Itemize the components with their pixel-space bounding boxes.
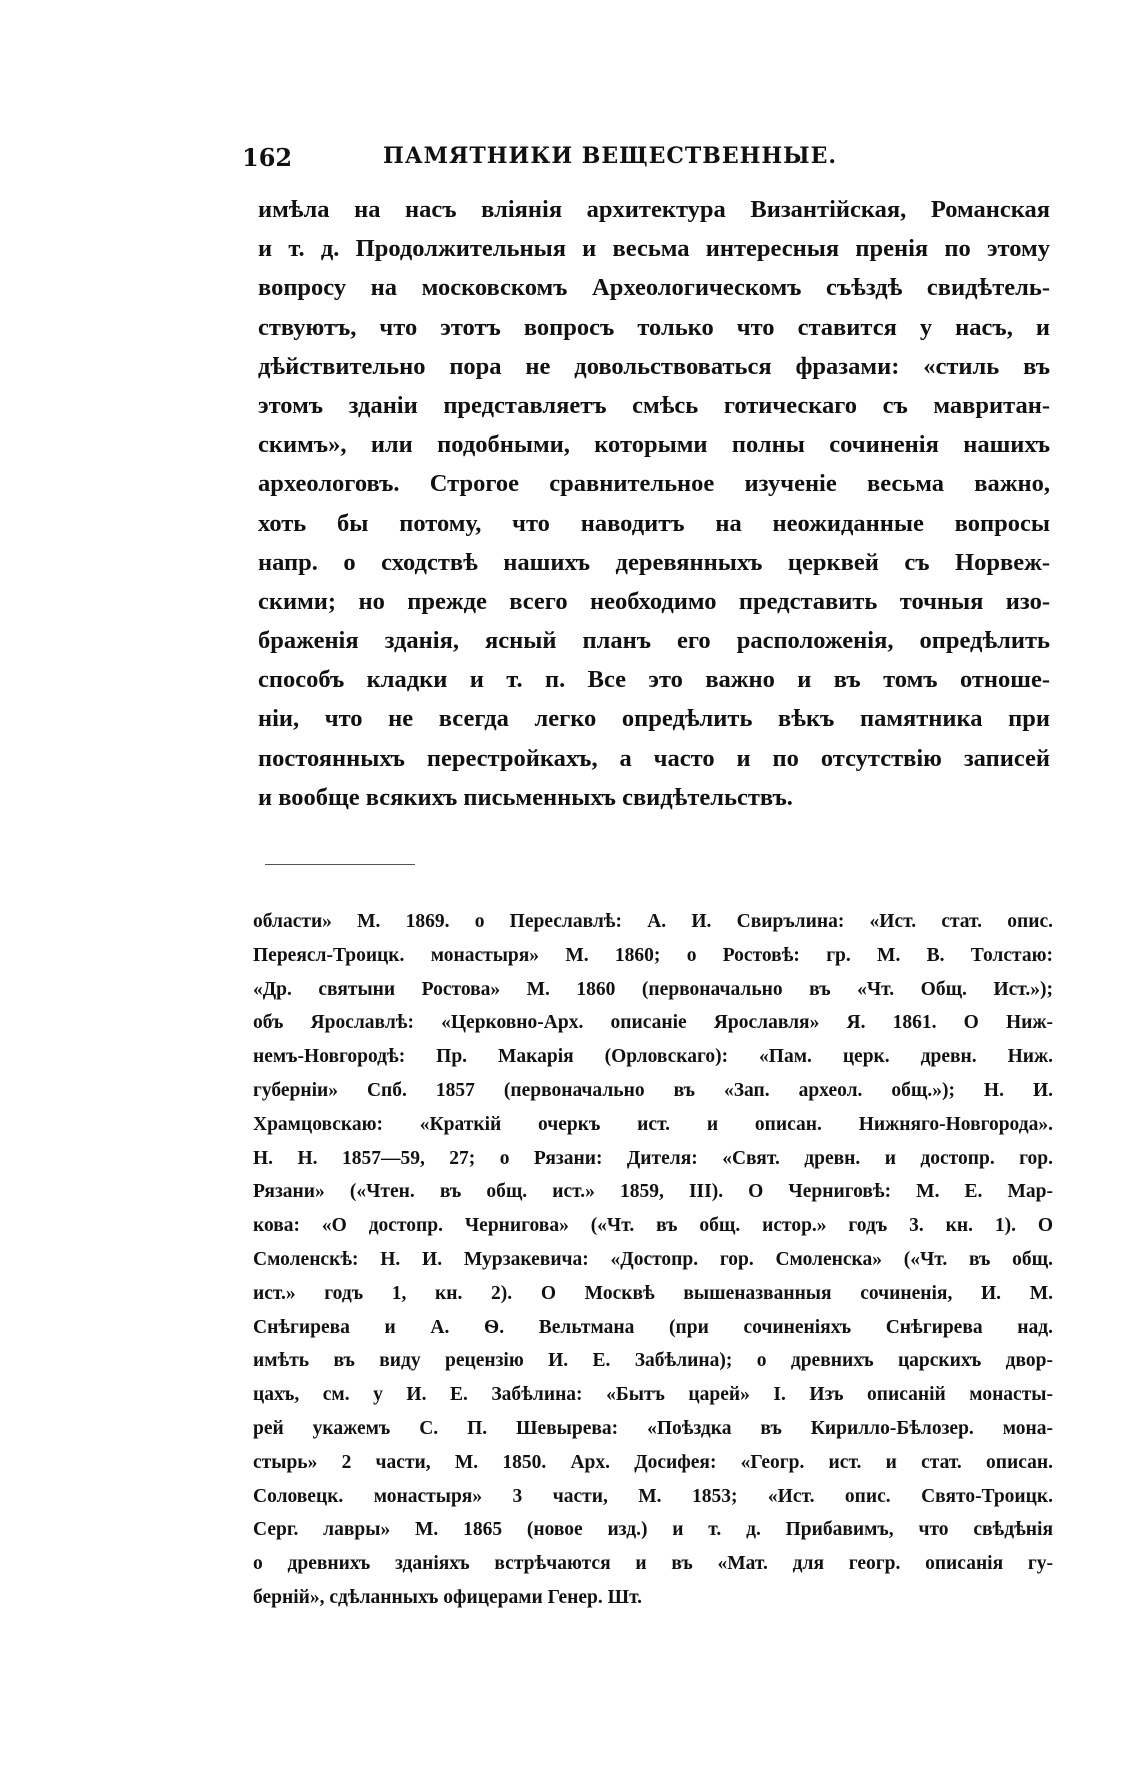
main-text-line: вопросу на московскомъ Археологическомъ съѣздѣ свидѣтель- <box>258 274 1050 302</box>
footnote-line: объ Ярославлѣ: «Церковно-Арх. описаніе Ярославля» Я. 1861. О Ниж- <box>253 1012 1053 1034</box>
footnote-line: стырь» 2 части, М. 1850. Арх. Досифея: «Геогр. ист. и стат. описан. <box>253 1451 1053 1473</box>
main-text-line: и вообще всякихъ письменныхъ свидѣтельствъ. <box>258 783 793 811</box>
main-text-line: ніи, что не всегда легко опредѣлить вѣкъ памятника при <box>258 705 1050 733</box>
main-text-line: напр. о сходствѣ нашихъ деревянныхъ церквей съ Норвеж- <box>258 548 1050 576</box>
main-text-line: скимъ», или подобными, которыми полны сочиненія нашихъ <box>258 431 1050 459</box>
footnote-line: губерніи» Спб. 1857 (первоначально въ «Зап. археол. общ.»); Н. И. <box>253 1079 1053 1101</box>
main-text-line: постоянныхъ перестройкахъ, а часто и по отсутствію записей <box>258 744 1050 772</box>
main-text-line: ствуютъ, что этотъ вопросъ только что ставится у насъ, и <box>258 313 1050 341</box>
footnote-line: «Др. святыни Ростова» М. 1860 (первоначально въ «Чт. Общ. Ист.»); <box>253 978 1053 1000</box>
footnote-line: Снѣгирева и А. Ѳ. Вельтмана (при сочиненіяхъ Снѣгирева над. <box>253 1316 1053 1338</box>
footnote-line: немъ-Новгородѣ: Пр. Макарія (Орловскаго): «Пам. церк. древн. Ниж. <box>253 1046 1053 1068</box>
footnote-line: Переясл-Троицк. монастыря» М. 1860; о Ростовѣ: гр. М. В. Толстаю: <box>253 944 1053 966</box>
footnote-line: Н. Н. 1857—59, 27; о Рязани: Дителя: «Свят. древн. и достопр. гор. <box>253 1147 1053 1169</box>
footnote-line: области» М. 1869. о Переславлѣ: А. И. Свирълина: «Ист. стат. опис. <box>253 911 1053 932</box>
footnote <box>253 905 1053 1615</box>
footnote-line: ист.» годъ 1, кн. 2). О Москвѣ вышеназванныя сочиненія, И. М. <box>253 1282 1053 1304</box>
footnote-line: цахъ, см. у И. Е. Забѣлина: «Бытъ царей» I. Изъ описаній монасты- <box>253 1384 1053 1406</box>
footnote-line: о древнихъ зданіяхъ встрѣчаются и въ «Мат. для геогр. описанія гу- <box>253 1553 1053 1575</box>
main-text-line: скими; но прежде всего необходимо представить точныя изо- <box>258 587 1050 615</box>
main-text-line: способъ кладки и т. п. Все это важно и въ томъ отноше- <box>258 666 1050 694</box>
footnote-line: Серг. лавры» М. 1865 (новое изд.) и т. д. Прибавимъ, что свѣдѣнія <box>253 1519 1053 1541</box>
footnote-line: Рязани» («Чтен. въ общ. ист.» 1859, III). О Черниговѣ: М. Е. Мар- <box>253 1181 1053 1203</box>
main-text-line: хоть бы потому, что наводитъ на неожиданные вопросы <box>258 509 1050 537</box>
main-text <box>258 190 1050 817</box>
main-text-line: и т. д. Продолжительныя и весьма интересныя пренія по этому <box>258 235 1050 263</box>
main-text-line: имѣла на насъ вліянія архитектура Византійская, Романская <box>258 196 1050 223</box>
footnote-line: Смоленскѣ: Н. И. Мурзакевича: «Достопр. гор. Смоленска» («Чт. въ общ. <box>253 1248 1053 1270</box>
main-text-line: дѣйствительно пора не довольствоваться фразами: «стиль въ <box>258 352 1050 380</box>
footnote-line: Храмцовскаю: «Краткій очеркъ ист. и описан. Нижняго-Новгорода». <box>253 1113 1053 1135</box>
main-text-line: браженія зданія, ясный планъ его расположенія, опредѣлить <box>258 627 1050 655</box>
footnote-line: берній», сдѣланныхъ офицерами Генер. Шт. <box>253 1586 643 1608</box>
page-number: 162 <box>242 143 293 172</box>
footnote-line: рей укажемъ С. П. Шевырева: «Поѣздка въ Кирилло-Бѣлозер. мона- <box>253 1417 1053 1439</box>
footnote-separator <box>265 864 415 865</box>
footnote-line: кова: «О достопр. Чернигова» («Чт. въ общ. истор.» годъ 3. кн. 1). О <box>253 1215 1053 1237</box>
footnote-line: Соловецк. монастыря» 3 части, М. 1853; «Ист. опис. Свято-Троицк. <box>253 1485 1053 1507</box>
main-text-line: археологовъ. Строгое сравнительное изученіе весьма важно, <box>258 470 1050 498</box>
main-text-line: этомъ зданіи представляетъ смѣсь готическаго съ мавритан- <box>258 391 1050 419</box>
footnote-line: имѣть въ виду рецензію И. Е. Забѣлина); о древнихъ царскихъ двор- <box>253 1350 1053 1372</box>
running-head: ПАМЯТНИКИ ВЕЩЕСТВЕННЫЕ. <box>382 143 838 169</box>
